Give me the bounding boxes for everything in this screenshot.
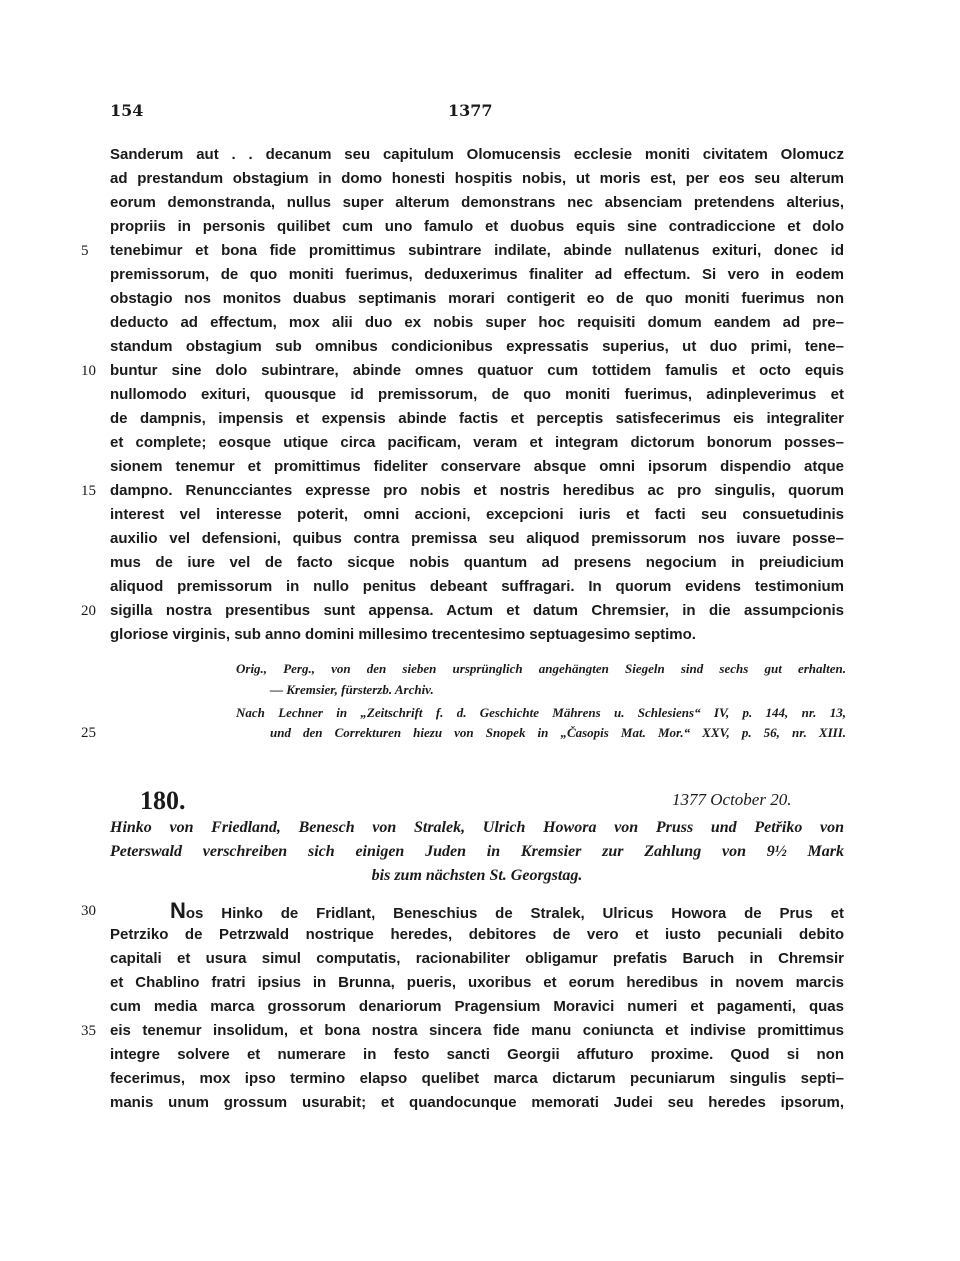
regest-line: Hinko von Friedland, Benesch von Stralek, Ulrich Howora von Pruss und Petřiko von bbox=[110, 819, 844, 836]
text-line: ad prestandum obstagium in domo honesti hospitis nobis, ut moris est, per eos seu alterum bbox=[110, 170, 844, 187]
document-number: 180. bbox=[140, 786, 186, 815]
text-line-initial bbox=[170, 899, 844, 923]
line-number: 25 bbox=[81, 725, 96, 741]
line-number: 20 bbox=[81, 603, 96, 619]
text-line: os Hinko de Fridlant, Beneschius de Stralek, Ulricus Howora de Prus et bbox=[185, 905, 844, 922]
text-line: obstagio nos monitos duabus septimanis morari contigerit eo de quo moniti fuerimus non bbox=[110, 290, 844, 307]
text-line: dampno. Renuncciantes expresse pro nobis et nostris heredibus ac pro singulis, quorum bbox=[110, 482, 844, 499]
text-line: manis unum grossum usurabit; et quandocunque memorati Judei seu heredes ipsorum, bbox=[110, 1094, 844, 1111]
text-line: et Chablino fratri ipsius in Brunna, pueris, uxoribus et eorum heredibus in novem marcis bbox=[110, 974, 844, 991]
page-number: 154 bbox=[110, 101, 144, 120]
text-line: cum media marca grossorum denariorum Pragensium Moravici numeri et pagamenti, quas bbox=[110, 998, 844, 1015]
text-line: eorum demonstranda, nullus super alterum demonstrans nec absenciam pretendens alterius, bbox=[110, 194, 844, 211]
text-line: buntur sine dolo subintrare, abinde omnes quatuor cum tottidem famulis et octo equis bbox=[110, 362, 844, 379]
text-line: sigilla nostra presentibus sunt appensa. Actum et datum Chremsier, in die assumpcionis bbox=[110, 602, 844, 619]
text-line: standum obstagium sub omnibus condicionibus expressatis superius, ut duo primi, tene– bbox=[110, 338, 844, 355]
text-line: propriis in personis quilibet cum uno famulo et duobus equis sine contradiccione et dolo bbox=[110, 218, 844, 235]
text-line: auxilio vel defensioni, quibus contra premissa seu aliquod premissorum nos iuvare posse– bbox=[110, 530, 844, 547]
text-line: de dampnis, impensis et expensis abinde factis et perceptis satisfecerimus eis integraliter bbox=[110, 410, 844, 427]
line-number: 35 bbox=[81, 1023, 96, 1039]
document-date: 1377 October 20. bbox=[672, 790, 792, 809]
text-line: aliquod premissorum in nullo penitus debeant suffragari. In quorum evidens testimonium bbox=[110, 578, 844, 595]
text-line: capitali et usura simul computatis, racionabiliter obligamur prefatis Baruch in Chremsir bbox=[110, 950, 844, 967]
initial-letter: N bbox=[170, 898, 186, 923]
text-line: premissorum, de quo moniti fuerimus, deduxerimus finaliter ad effectum. Si vero in eodem bbox=[110, 266, 844, 283]
running-head-year: 1377 bbox=[448, 101, 493, 120]
regest-line: bis zum nächsten St. Georgstag. bbox=[371, 867, 583, 884]
text-line: deducto ad effectum, mox alii duo ex nobis super hoc requisiti domum eandem ad pre– bbox=[110, 314, 844, 331]
text-line: mus de iure vel de facto sicque nobis quantum ad presens negocium in preiudicium bbox=[110, 554, 844, 571]
text-line: fecerimus, mox ipso termino elapso quelibet marca dictarum pecuniarum singulis septi– bbox=[110, 1070, 844, 1087]
text-line: Sanderum aut . . decanum seu capitulum Olomucensis ecclesie moniti civitatem Olomucz bbox=[110, 146, 844, 163]
text-line: Petrziko de Petrzwald nostrique heredes, debitores de vero et iusto pecuniali debito bbox=[110, 926, 844, 943]
line-number: 30 bbox=[81, 903, 96, 919]
line-number: 5 bbox=[81, 243, 89, 259]
regest-line: Peterswald verschreiben sich einigen Juden in Kremsier zur Zahlung von 9½ Mark bbox=[110, 843, 844, 860]
source-note: Orig., Perg., von den sieben ursprünglich angehängten Siegeln sind sechs gut erhalten. bbox=[236, 661, 846, 676]
text-line: gloriose virginis, sub anno domini millesimo trecentesimo septuagesimo septimo. bbox=[110, 626, 696, 643]
text-line: nullomodo exituri, quousque id premissorum, de quo moniti fuerimus, adinpleverimus et bbox=[110, 386, 844, 403]
text-line: integre solvere et numerare in festo sancti Georgii affuturo proxime. Quod si non bbox=[110, 1046, 844, 1063]
source-note: — Kremsier, fürsterzb. Archiv. bbox=[270, 682, 434, 697]
line-number: 15 bbox=[81, 483, 96, 499]
line-number: 10 bbox=[81, 363, 96, 379]
source-note: Nach Lechner in „Zeitschrift f. d. Geschichte Mährens u. Schlesiens“ IV, p. 144, nr. 13, bbox=[236, 705, 846, 720]
text-line: sionem tenemur et promittimus fideliter conservare absque omni ipsorum dispendio atque bbox=[110, 458, 844, 475]
text-line: tenebimur et bona fide promittimus subintrare indilate, abinde nullatenus exituri, donec id bbox=[110, 242, 844, 259]
text-line: et complete; eosque utique circa pacificam, veram et integram dictorum bonorum posses– bbox=[110, 434, 844, 451]
text-line: eis tenemur insolidum, et bona nostra sincera fide manu coniuncta et indivise promittimus bbox=[110, 1022, 844, 1039]
source-note: und den Correkturen hiezu von Snopek in „Časopis Mat. Mor.“ XXV, p. 56, nr. XIII. bbox=[270, 725, 846, 740]
text-line: interest vel interesse poterit, omni accioni, excepcioni iuris et facti seu consuetudinis bbox=[110, 506, 844, 523]
